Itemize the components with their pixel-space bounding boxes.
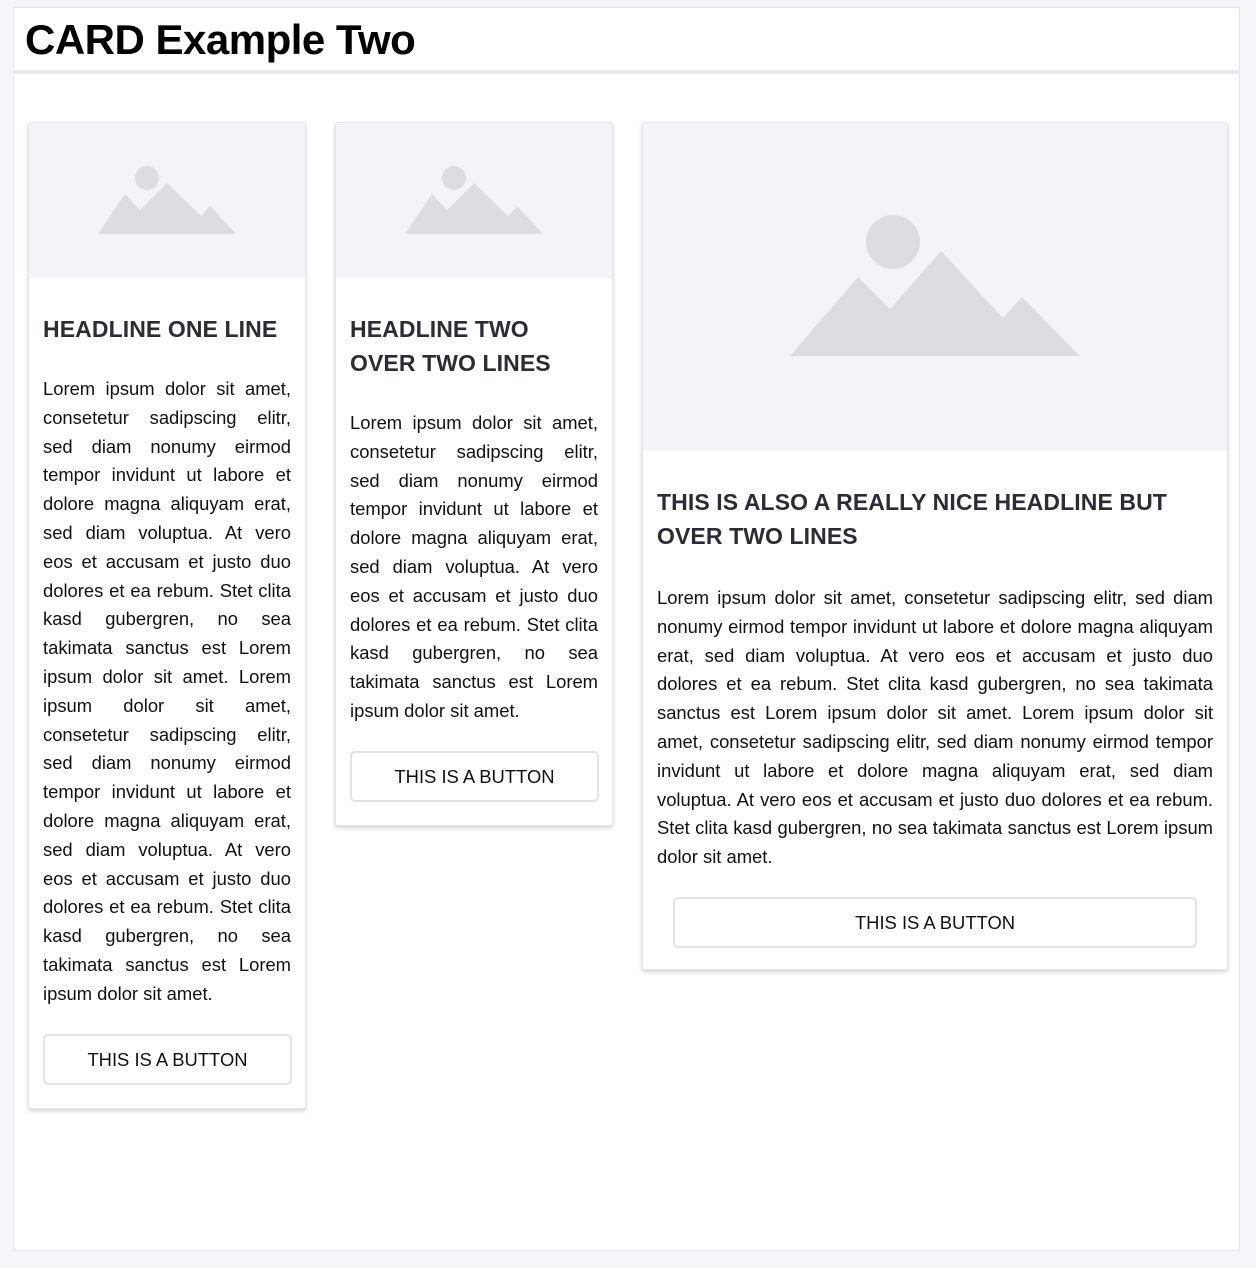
card-image xyxy=(643,123,1227,451)
page-title: CARD Example Two xyxy=(25,16,416,63)
page-frame xyxy=(13,7,1240,1251)
card-headline-one xyxy=(28,122,306,1109)
card-button[interactable]: THIS IS A BUTTON xyxy=(350,751,599,802)
image-placeholder-icon xyxy=(98,166,236,235)
card-headline: HEADLINE TWO OVER TWO LINES xyxy=(350,316,551,376)
image-placeholder-icon xyxy=(790,215,1080,358)
image-placeholder-icon xyxy=(405,166,543,235)
card-headline-three xyxy=(642,122,1228,970)
card-image xyxy=(29,123,305,278)
card-image xyxy=(336,123,612,278)
card-text: Lorem ipsum dolor sit amet, consetetur sadipscing elitr, sed diam nonumy eirmod tempor invidunt ut labore et dolore magna aliquyam erat, sed diam voluptua. At vero eos et accusam et justo duo dolores et ea rebum. Stet clita kasd gubergren, no sea takimata sanctus est Lorem ipsum dolor sit amet. Lorem ipsum dolor sit amet, consetetur sadipscing elitr, sed diam nonumy eirmod tempor invidunt ut labore et dolore magna aliquyam erat, sed diam voluptua. At vero eos et accusam et justo duo dolores et ea rebum. Stet clita kasd gubergren, no sea takimata sanctus est Lorem ipsum dolor sit amet. xyxy=(657,587,1213,868)
card-headline: HEADLINE ONE LINE xyxy=(43,316,278,342)
card-body xyxy=(643,451,1227,948)
card-text: Lorem ipsum dolor sit amet, consetetur sadipscing elitr, sed diam nonumy eirmod tempor invidunt ut labore et dolore magna aliquyam erat, sed diam voluptua. At vero eos et accusam et justo duo dolores et ea rebum. Stet clita kasd gubergren, no sea takimata sanctus est Lorem ipsum dolor sit amet. xyxy=(350,412,598,721)
card-headline: THIS IS ALSO A REALLY NICE HEADLINE BUT OVER TWO LINES xyxy=(657,489,1167,549)
card-body xyxy=(29,278,305,1085)
page-header xyxy=(14,8,1239,74)
card-body xyxy=(336,278,612,802)
card-button[interactable]: THIS IS A BUTTON xyxy=(673,897,1197,948)
card-button[interactable]: THIS IS A BUTTON xyxy=(43,1034,292,1085)
card-text: Lorem ipsum dolor sit amet, consetetur sadipscing elitr, sed diam nonumy eirmod tempor invidunt ut labore et dolore magna aliquyam erat, sed diam voluptua. At vero eos et accusam et justo duo dolores et ea rebum. Stet clita kasd gubergren, no sea takimata sanctus est Lorem ipsum dolor sit amet. Lorem ipsum dolor sit amet, consetetur sadipscing elitr, sed diam nonumy eirmod tempor invidunt ut labore et dolore magna aliquyam erat, sed diam voluptua. At vero eos et accusam et justo duo dolores et ea rebum. Stet clita kasd gubergren, no sea takimata sanctus est Lorem ipsum dolor sit amet. xyxy=(43,378,291,1004)
card-headline-two xyxy=(335,122,613,826)
